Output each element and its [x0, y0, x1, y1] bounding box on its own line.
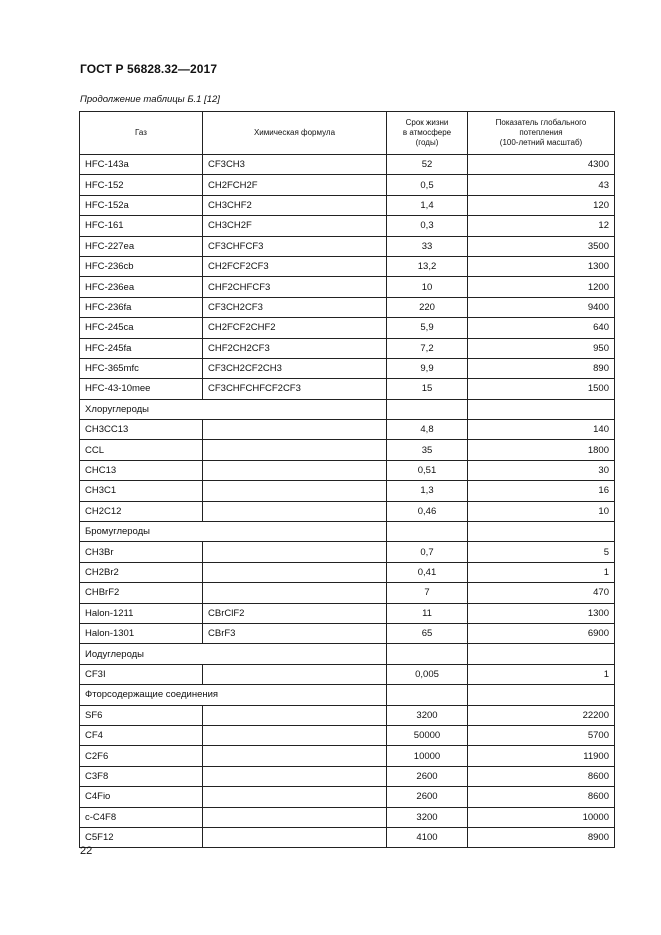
gas-cell: HFC-236ea: [80, 277, 203, 297]
formula-cell: [203, 501, 387, 521]
page-number: 22: [80, 845, 93, 857]
gas-cell: CH3C1: [80, 481, 203, 501]
gas-cell: CHC13: [80, 460, 203, 480]
formula-cell: [203, 705, 387, 725]
gas-cell: CCL: [80, 440, 203, 460]
column-header-gwp: Показатель глобального потепления (100-летний масштаб): [468, 112, 615, 155]
gwp-cell: 5700: [468, 725, 615, 745]
gwp-cell: 10: [468, 501, 615, 521]
gwp-cell: 1500: [468, 379, 615, 399]
table-caption: Продолжение таблицы Б.1 [12]: [80, 94, 220, 105]
gas-cell: Halon-1301: [80, 623, 203, 643]
lifetime-cell: 0,41: [387, 562, 468, 582]
lifetime-cell: 3200: [387, 807, 468, 827]
gwp-cell: 1800: [468, 440, 615, 460]
formula-cell: [203, 562, 387, 582]
formula-cell: CF3CHFCF3: [203, 236, 387, 256]
formula-cell: [203, 420, 387, 440]
lifetime-cell: 10000: [387, 746, 468, 766]
gas-cell: HFC-43-10mee: [80, 379, 203, 399]
table-row: [80, 379, 615, 399]
gas-cell: HFC-236cb: [80, 256, 203, 276]
lifetime-cell: 52: [387, 155, 468, 175]
table-row: [80, 603, 615, 623]
gwp-cell: 3500: [468, 236, 615, 256]
gas-cell: SF6: [80, 705, 203, 725]
lifetime-cell: 7: [387, 583, 468, 603]
formula-cell: CHF2CH2CF3: [203, 338, 387, 358]
gwp-cell: 22200: [468, 705, 615, 725]
gwp-cell: 1: [468, 664, 615, 684]
formula-cell: [203, 583, 387, 603]
table-row: [80, 827, 615, 847]
lifetime-cell: 0,46: [387, 501, 468, 521]
table-header-row: [80, 112, 615, 155]
lifetime-cell: 0,5: [387, 175, 468, 195]
gas-cell: C4Fio: [80, 787, 203, 807]
formula-cell: CBrF3: [203, 623, 387, 643]
gas-cell: HFC-143a: [80, 155, 203, 175]
gas-cell: CF3I: [80, 664, 203, 684]
gwp-cell: 8900: [468, 827, 615, 847]
formula-cell: [203, 807, 387, 827]
formula-cell: CHF2CHFCF3: [203, 277, 387, 297]
gas-cell: HFC-152a: [80, 195, 203, 215]
lifetime-cell: 15: [387, 379, 468, 399]
gwp-cell: 9400: [468, 297, 615, 317]
lifetime-cell: 0,3: [387, 216, 468, 236]
table-row: [80, 155, 615, 175]
table-row: [80, 787, 615, 807]
formula-cell: CF3CH3: [203, 155, 387, 175]
gas-cell: CH2C12: [80, 501, 203, 521]
lifetime-cell: 0,7: [387, 542, 468, 562]
table-row: [80, 277, 615, 297]
lifetime-cell: 1,4: [387, 195, 468, 215]
lifetime-cell: 2600: [387, 787, 468, 807]
gas-cell: HFC-236fa: [80, 297, 203, 317]
document-header: ГОСТ Р 56828.32—2017: [80, 62, 218, 76]
formula-cell: [203, 460, 387, 480]
gwp-cell: 30: [468, 460, 615, 480]
gwp-cell: 12: [468, 216, 615, 236]
empty-cell: [387, 685, 468, 705]
lifetime-cell: 50000: [387, 725, 468, 745]
lifetime-cell: 5,9: [387, 318, 468, 338]
lifetime-cell: 7,2: [387, 338, 468, 358]
lifetime-cell: 13,2: [387, 256, 468, 276]
formula-cell: CF3CHFCHFCF2CF3: [203, 379, 387, 399]
lifetime-cell: 11: [387, 603, 468, 623]
empty-cell: [468, 399, 615, 419]
lifetime-cell: 1,3: [387, 481, 468, 501]
table-row: [80, 318, 615, 338]
empty-cell: [468, 644, 615, 664]
gas-cell: CH3CC13: [80, 420, 203, 440]
group-row: [80, 685, 615, 705]
lifetime-cell: 65: [387, 623, 468, 643]
formula-cell: CF3CH2CF2CH3: [203, 358, 387, 378]
lifetime-cell: 3200: [387, 705, 468, 725]
gwp-cell: 890: [468, 358, 615, 378]
gas-cell: HFC-227ea: [80, 236, 203, 256]
gas-cell: HFC-245ca: [80, 318, 203, 338]
gwp-cell: 120: [468, 195, 615, 215]
table-row: [80, 623, 615, 643]
empty-cell: [387, 644, 468, 664]
gwp-cell: 1300: [468, 256, 615, 276]
gwp-cell: 140: [468, 420, 615, 440]
column-header-gas: Газ: [80, 112, 203, 155]
gas-cell: HFC-245fa: [80, 338, 203, 358]
gas-table: [79, 111, 615, 848]
table-row: [80, 420, 615, 440]
formula-cell: [203, 725, 387, 745]
table-row: [80, 725, 615, 745]
table-row: [80, 256, 615, 276]
gwp-cell: 6900: [468, 623, 615, 643]
gas-cell: HFC-152: [80, 175, 203, 195]
formula-cell: [203, 542, 387, 562]
gwp-cell: 10000: [468, 807, 615, 827]
table-header: [80, 112, 615, 155]
gwp-cell: 43: [468, 175, 615, 195]
table-row: [80, 664, 615, 684]
gas-cell: HFC-161: [80, 216, 203, 236]
gas-cell: CHBrF2: [80, 583, 203, 603]
lifetime-cell: 0,51: [387, 460, 468, 480]
empty-cell: [468, 685, 615, 705]
gas-cell: C5F12: [80, 827, 203, 847]
lifetime-cell: 220: [387, 297, 468, 317]
table-row: [80, 236, 615, 256]
group-row: [80, 522, 615, 542]
formula-cell: [203, 481, 387, 501]
gwp-cell: 640: [468, 318, 615, 338]
gas-cell: c-C4F8: [80, 807, 203, 827]
gas-cell: C2F6: [80, 746, 203, 766]
formula-cell: [203, 827, 387, 847]
gwp-cell: 8600: [468, 787, 615, 807]
table-row: [80, 216, 615, 236]
group-label: Хлоруглероды: [80, 399, 387, 419]
gas-cell: Halon-1211: [80, 603, 203, 623]
formula-cell: CH3CH2F: [203, 216, 387, 236]
table-row: [80, 746, 615, 766]
table-row: [80, 766, 615, 786]
empty-cell: [387, 522, 468, 542]
table-row: [80, 501, 615, 521]
formula-cell: [203, 440, 387, 460]
column-header-formula: Химическая формула: [203, 112, 387, 155]
table-row: [80, 338, 615, 358]
formula-cell: CH3CHF2: [203, 195, 387, 215]
group-label: Фторсодержащие соединения: [80, 685, 387, 705]
formula-cell: [203, 664, 387, 684]
formula-cell: [203, 787, 387, 807]
table-body: [80, 155, 615, 848]
table-row: [80, 542, 615, 562]
lifetime-cell: 2600: [387, 766, 468, 786]
gas-cell: HFC-365mfc: [80, 358, 203, 378]
gwp-cell: 16: [468, 481, 615, 501]
formula-cell: [203, 746, 387, 766]
gwp-cell: 1300: [468, 603, 615, 623]
gwp-cell: 11900: [468, 746, 615, 766]
lifetime-cell: 4100: [387, 827, 468, 847]
gwp-cell: 950: [468, 338, 615, 358]
gas-cell: CF4: [80, 725, 203, 745]
table-row: [80, 562, 615, 582]
lifetime-cell: 0,005: [387, 664, 468, 684]
lifetime-cell: 9,9: [387, 358, 468, 378]
gwp-cell: 5: [468, 542, 615, 562]
gas-cell: CH2Br2: [80, 562, 203, 582]
formula-cell: CBrClF2: [203, 603, 387, 623]
empty-cell: [468, 522, 615, 542]
gwp-cell: 1200: [468, 277, 615, 297]
group-label: Иодуглероды: [80, 644, 387, 664]
empty-cell: [387, 399, 468, 419]
lifetime-cell: 35: [387, 440, 468, 460]
lifetime-cell: 4,8: [387, 420, 468, 440]
table-row: [80, 705, 615, 725]
lifetime-cell: 10: [387, 277, 468, 297]
column-header-lifetime: Срок жизни в атмосфере (годы): [387, 112, 468, 155]
formula-cell: [203, 766, 387, 786]
table-row: [80, 175, 615, 195]
gas-cell: C3F8: [80, 766, 203, 786]
table-row: [80, 440, 615, 460]
formula-cell: CH2FCH2F: [203, 175, 387, 195]
group-row: [80, 644, 615, 664]
gwp-cell: 470: [468, 583, 615, 603]
table-row: [80, 460, 615, 480]
formula-cell: CH2FCF2CHF2: [203, 318, 387, 338]
gas-cell: CH3Br: [80, 542, 203, 562]
formula-cell: CH2FCF2CF3: [203, 256, 387, 276]
table-row: [80, 583, 615, 603]
table-row: [80, 297, 615, 317]
gwp-cell: 8600: [468, 766, 615, 786]
formula-cell: CF3CH2CF3: [203, 297, 387, 317]
lifetime-cell: 33: [387, 236, 468, 256]
gwp-cell: 1: [468, 562, 615, 582]
table-row: [80, 195, 615, 215]
table-row: [80, 807, 615, 827]
group-row: [80, 399, 615, 419]
gwp-cell: 4300: [468, 155, 615, 175]
table-row: [80, 358, 615, 378]
table-row: [80, 481, 615, 501]
group-label: Бромуглероды: [80, 522, 387, 542]
